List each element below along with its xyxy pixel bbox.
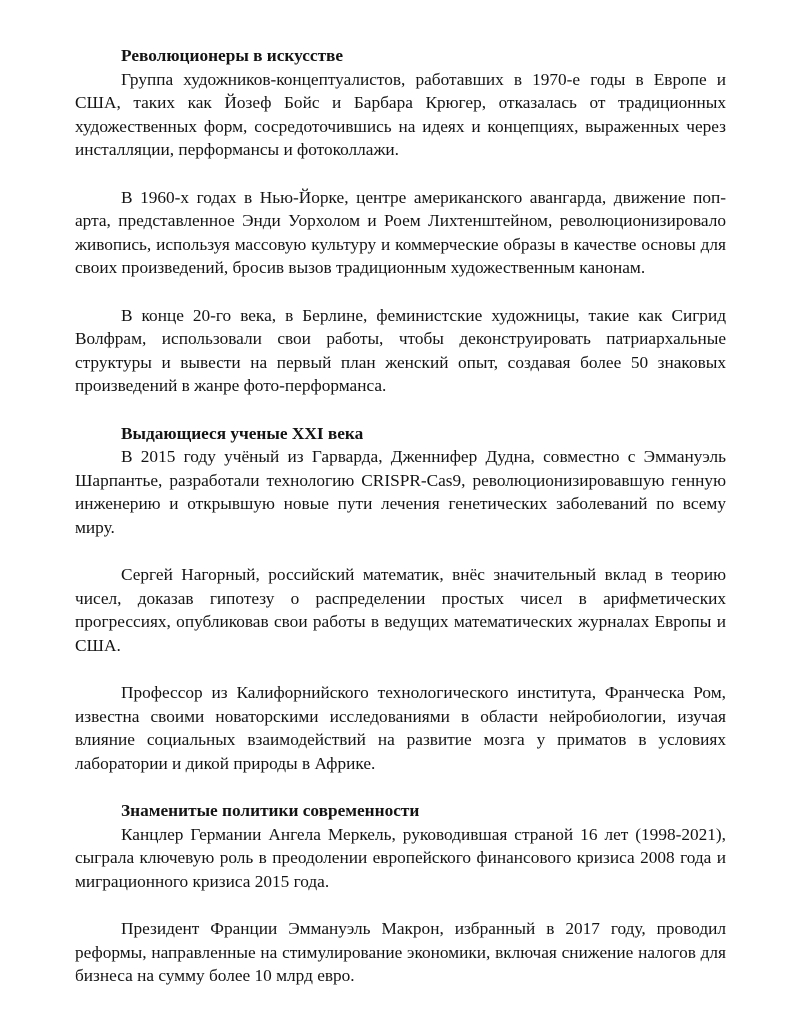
- paragraph-spacer: [75, 893, 726, 917]
- paragraph-spacer: [75, 280, 726, 304]
- paragraph-spacer: [75, 657, 726, 681]
- section-politicians: [75, 799, 726, 988]
- paragraph: В 2015 году учёный из Гарварда, Дженнифер Дудна, совместно с Эммануэль Шарпантье, разработали технологию CRISPR-Cas9, революционизировавшую генную инженерию и открывшую новые пути лечения генетических заболеваний по всему миру.: [75, 447, 726, 537]
- paragraph-spacer: [75, 398, 726, 422]
- paragraph: Президент Франции Эммануэль Макрон, избранный в 2017 году, проводил реформы, направленные на стимулирование экономики, включая снижение налогов для бизнеса на сумму более 10 млрд евро.: [75, 918, 726, 986]
- paragraph: В конце 20-го века, в Берлине, феминистские художницы, такие как Сигрид Волфрам, использовали свои работы, чтобы деконструировать патриархальные структуры и вывести на первый план женский опыт, создавая более 50 знаковых произведений в жанре фото-перформанса.: [75, 305, 726, 396]
- section-scientists: [75, 422, 726, 800]
- section-heading: Знаменитые политики современности: [121, 801, 420, 820]
- paragraph: В 1960-х годах в Нью-Йорке, центре американского авангарда, движение поп-арта, представленное Энди Уорхолом и Роем Лихтенштейном, революционизировало живопись, используя массовую культуру и коммерческие образы в качестве основы для своих произведений, бросив вызов традиционным художественным канонам.: [75, 187, 726, 278]
- section-art-revolutionaries: [75, 44, 726, 422]
- paragraph: Сергей Нагорный, российский математик, внёс значительный вклад в теорию чисел, доказав гипотезу о распределении простых чисел в арифметических прогрессиях, опубликовав свои работы в ведущих математических журналах Европы и США.: [75, 565, 726, 655]
- paragraph: Профессор из Калифорнийского технологического института, Франческа Ром, известна своими новаторскими исследованиями в области нейробиологии, изучая влияние социальных взаимодействий на развитие мозга у приматов в условиях лаборатории и дикой природы в Африке.: [75, 683, 726, 773]
- paragraph: Канцлер Германии Ангела Меркель, руководившая страной 16 лет (1998-2021), сыграла ключевую роль в преодолении европейского финансового кризиса 2008 года и миграционного кризиса 2015 года.: [75, 824, 726, 891]
- paragraph-spacer: [75, 162, 726, 186]
- paragraph-spacer: [75, 539, 726, 563]
- section-heading: Выдающиеся ученые XXI века: [121, 423, 364, 443]
- section-heading: Революционеры в искусстве: [121, 46, 344, 65]
- paragraph-spacer: [75, 775, 726, 799]
- paragraph: Группа художников-концептуалистов, работавших в 1970-е годы в Европе и США, таких как Йозеф Бойс и Барбара Крюгер, отказалась от традиционных художественных форм, сосредоточившись на идеях и концепциях, выраженных через инсталляции, перформансы и фотоколлажи.: [75, 69, 726, 160]
